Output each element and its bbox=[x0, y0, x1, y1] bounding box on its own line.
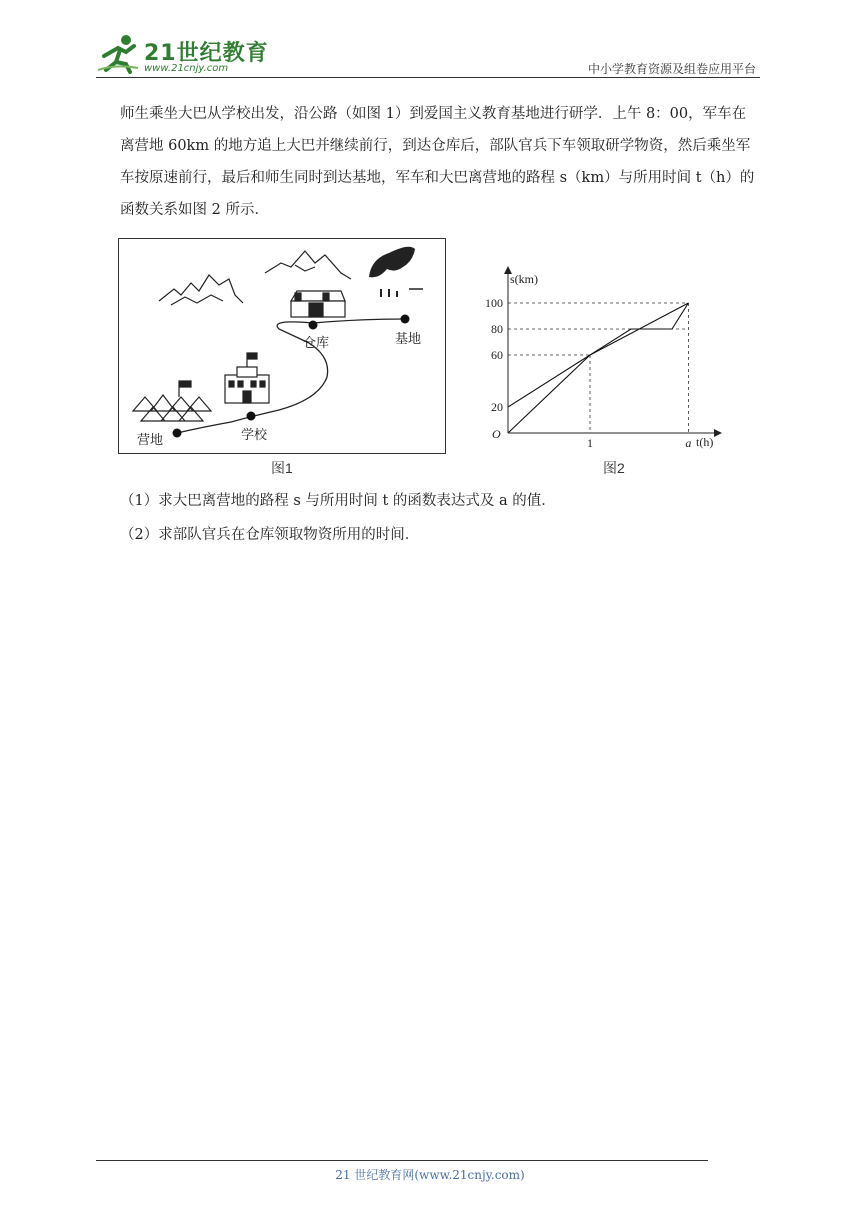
y-axis-label: s(km) bbox=[510, 272, 538, 286]
header-divider bbox=[96, 77, 760, 78]
footer-link[interactable]: 21 世纪教育网(www.21cnjy.com) bbox=[335, 1168, 525, 1182]
y-tick-label: 60 bbox=[491, 348, 503, 362]
x-tick-label: a bbox=[685, 436, 692, 450]
logo-url: www.21cnjy.com bbox=[144, 63, 229, 74]
warehouse-label: 仓库 bbox=[303, 336, 330, 351]
logo-text: 21世纪教育 bbox=[144, 41, 269, 66]
problem-line: 车按原速前行，最后和师生同时到达基地，军车和大巴离营地的路程 s（km）与所用时间 t（h）的 bbox=[120, 170, 755, 186]
warehouse-icon bbox=[291, 291, 345, 317]
runner-logo-icon bbox=[96, 34, 142, 74]
y-tick-label: 20 bbox=[491, 400, 503, 414]
tents-icon bbox=[133, 381, 211, 421]
problem-line: 离营地 60km 的地方追上大巴并继续前行，到达仓库后，部队官兵下车领取研学物资，然后乘坐军 bbox=[120, 138, 751, 154]
y-tick-label: 80 bbox=[491, 322, 503, 336]
site-logo[interactable] bbox=[96, 34, 296, 76]
mountain-right-icon bbox=[265, 251, 351, 279]
figure-1-caption: 图1 bbox=[271, 460, 293, 476]
road-path bbox=[177, 319, 405, 433]
school-building-icon bbox=[225, 353, 269, 403]
x-tick-label: 1 bbox=[587, 436, 593, 450]
problem-text bbox=[120, 98, 760, 226]
mountain-left-icon bbox=[159, 275, 243, 305]
base-marker bbox=[401, 315, 410, 324]
figure-2-chart bbox=[480, 262, 730, 458]
school-marker bbox=[247, 412, 256, 421]
series-line-1 bbox=[508, 303, 688, 407]
school-label: 学校 bbox=[241, 428, 268, 443]
platform-name: 中小学教育资源及组卷应用平台 bbox=[587, 62, 756, 76]
warehouse-marker bbox=[309, 321, 318, 330]
camp-marker bbox=[173, 429, 182, 438]
page-header bbox=[96, 28, 760, 80]
figure-1-map bbox=[118, 238, 446, 454]
x-axis-label: t(h) bbox=[696, 435, 714, 449]
question-1: （1）求大巴离营地的路程 s 与所用时间 t 的函数表达式及 a 的值． bbox=[120, 493, 556, 509]
footer-divider bbox=[96, 1160, 708, 1161]
y-tick-label: 100 bbox=[485, 296, 503, 310]
problem-line: 函数关系如图 2 所示． bbox=[120, 202, 269, 218]
question-2: （2）求部队官兵在仓库领取物资所用的时间． bbox=[120, 527, 420, 543]
origin-label: O bbox=[492, 427, 501, 441]
figure-2-caption: 图2 bbox=[603, 460, 625, 476]
series-line-2 bbox=[508, 303, 688, 433]
rock-icon bbox=[369, 247, 423, 297]
problem-line: 师生乘坐大巴从学校出发，沿公路（如图 1）到爱国主义教育基地进行研学．上午 8：00，军车在 bbox=[120, 106, 747, 122]
camp-label: 营地 bbox=[137, 433, 164, 448]
base-label: 基地 bbox=[395, 332, 422, 347]
